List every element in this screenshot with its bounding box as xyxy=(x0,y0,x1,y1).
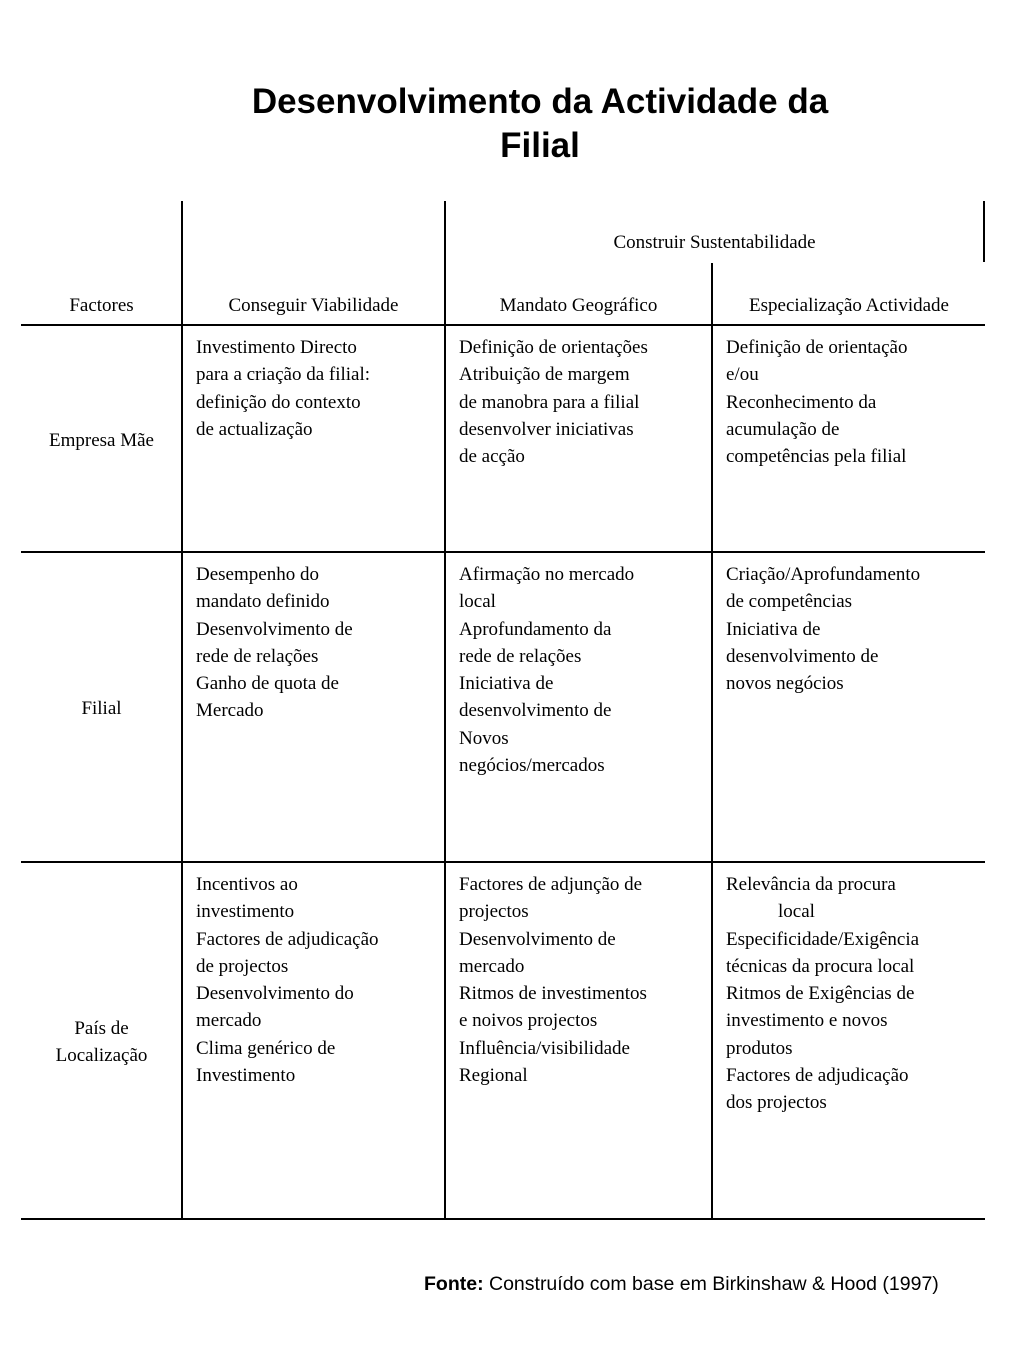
page-title xyxy=(180,80,900,168)
title-line-2: Filial xyxy=(500,126,580,165)
cell-country-viability: Incentivos ao investimento Factores de adjudicação de projectos Desenvolvimento do mercado Clima genérico de Investimento xyxy=(196,874,379,1087)
source-text: Construído com base em Birkinshaw & Hood (1997) xyxy=(489,1273,939,1295)
row-label-host-country: País de Localização xyxy=(55,1018,148,1066)
cell-subsidiary-viability: Desempenho do mandato definido Desenvolvimento de rede de relações Ganho de quota de Mercado xyxy=(196,564,353,722)
cell-parent-geographic: Definição de orientações Atribuição de margem de manobra para a filial desenvolver iniciativas de acção xyxy=(459,337,648,468)
row-label-subsidiary: Filial xyxy=(81,698,122,719)
source-label: Fonte: xyxy=(424,1273,484,1295)
header-rule xyxy=(21,324,985,326)
geographic-header: Mandato Geográfico xyxy=(499,295,658,316)
specialization-header: Especialização Actividade xyxy=(749,295,949,316)
vertical-rule-2 xyxy=(444,201,446,1220)
source-note xyxy=(424,1271,984,1298)
cell-subsidiary-geographic: Afirmação no mercado local Aprofundamento da rede de relações Iniciativa de desenvolvimento de Novos negócios/mercados xyxy=(459,564,635,777)
vertical-rule-3 xyxy=(711,263,713,1220)
row-rule-1 xyxy=(21,551,985,553)
group-header: Construir Sustentabilidade xyxy=(613,232,816,253)
factors-header: Factores xyxy=(69,295,134,316)
vertical-rule-right xyxy=(983,201,985,262)
viability-header: Conseguir Viabilidade xyxy=(228,295,399,316)
cell-country-specialization: Relevância da procura local Especificidade/Exigência técnicas da procura local Ritmos de Exigências de investimento e novos produtos Factores de adjudicação dos projectos xyxy=(726,874,920,1114)
cell-country-geographic: Factores de adjunção de projectos Desenvolvimento de mercado Ritmos de investimentos e noivos projectos Influência/visibilidade Regional xyxy=(459,874,647,1087)
cell-subsidiary-specialization: Criação/Aprofundamento de competências Iniciativa de desenvolvimento de novos negócios xyxy=(726,564,921,695)
table-bottom-rule xyxy=(21,1218,985,1220)
title-line-1: Desenvolvimento da Actividade da xyxy=(251,82,829,121)
row-rule-2 xyxy=(21,861,985,863)
row-label-parent-company: Empresa Mãe xyxy=(49,430,154,451)
cell-parent-specialization: Definição de orientação e/ou Reconhecimento da acumulação de competências pela filial xyxy=(726,337,908,468)
cell-parent-viability: Investimento Directo para a criação da filial: definição do contexto de actualização xyxy=(196,337,371,440)
